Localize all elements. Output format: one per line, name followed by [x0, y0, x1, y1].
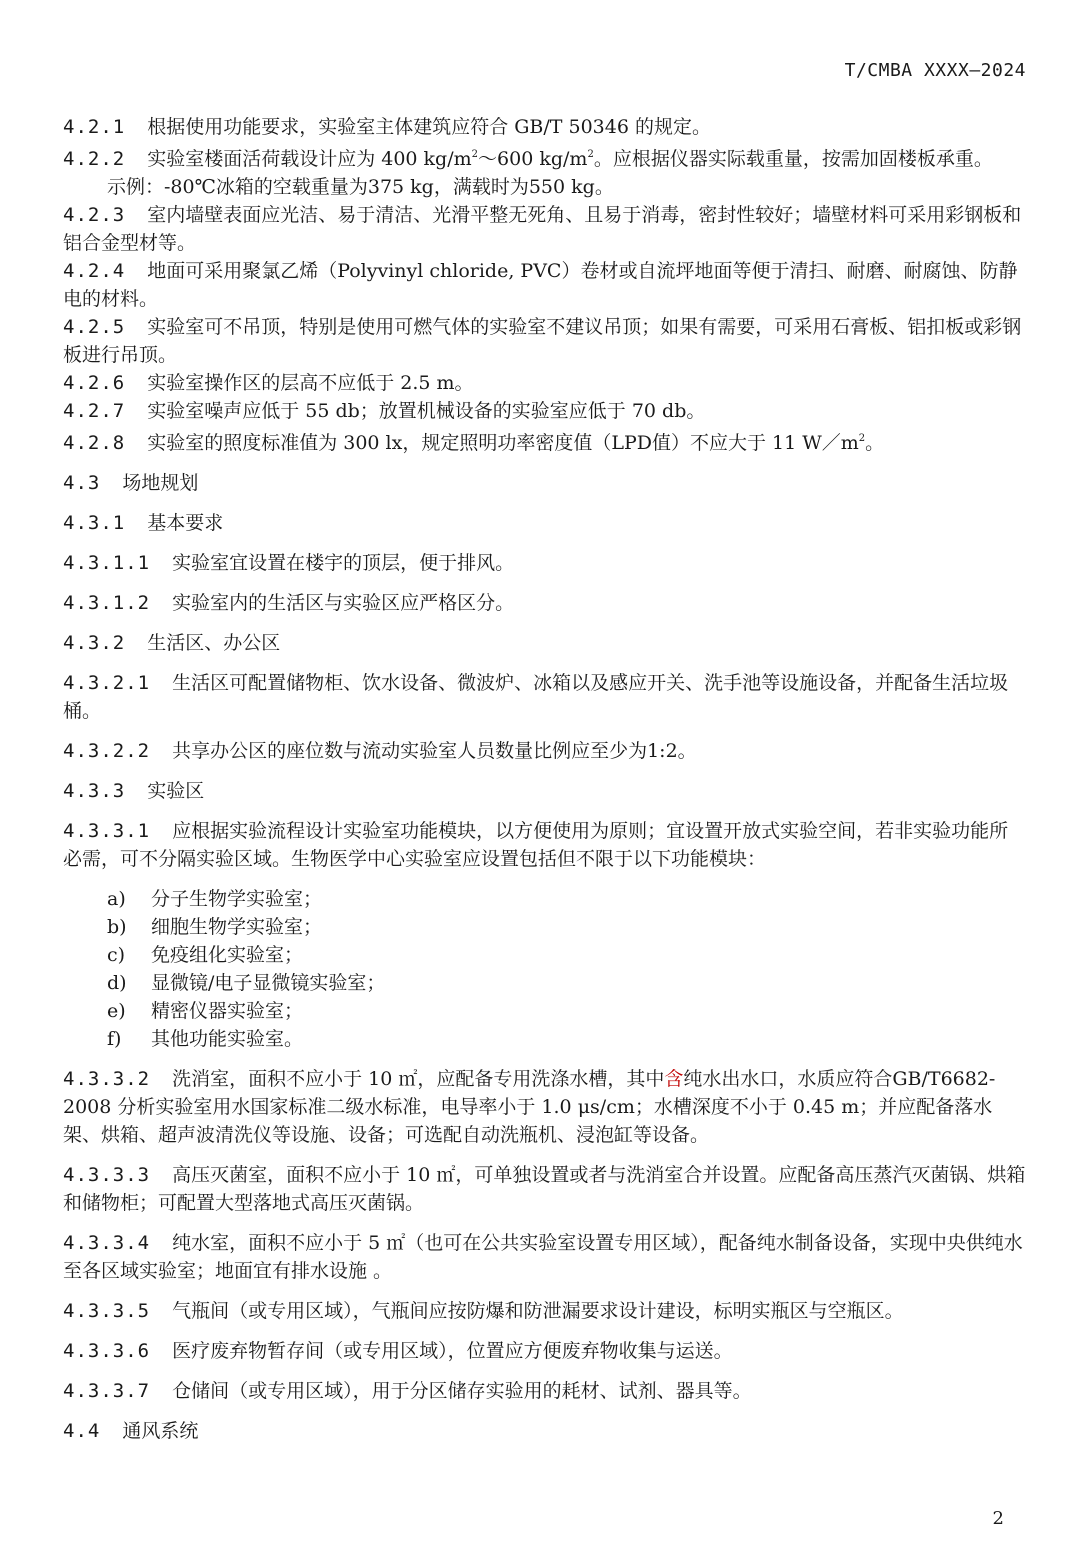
list-label: a) [107, 888, 126, 910]
clause-text: 地面可采用聚氯乙烯（Polyvinyl chloride, PVC）卷材或自流坪地面等便于清扫、耐磨、耐腐蚀、防静电的材料。 [63, 260, 1018, 310]
module-list [63, 885, 1026, 1053]
section-heading-4-4 [63, 1417, 1026, 1445]
heading-number: 4.4 [63, 1420, 101, 1442]
list-text: 细胞生物学实验室； [151, 916, 323, 938]
clause-4-3-3-2 [63, 1065, 1026, 1149]
superscript: 2 [858, 433, 866, 444]
clause-text: 医疗废弃物暂存间（或专用区域），位置应方便废弃物收集与运送。 [172, 1340, 733, 1362]
clause-text: 应根据实验流程设计实验室功能模块，以方便使用为原则；宜设置开放式实验空间，若非实验功能所必需，可不分隔实验区域。生物医学中心实验室应设置包括但不限于以下功能模块： [63, 820, 1009, 870]
clause-number: 4.2.8 [63, 432, 126, 454]
heading-text: 实验区 [147, 780, 205, 802]
clause-number: 4.2.1 [63, 116, 126, 138]
clause-text: 实验室噪声应低于 55 db；放置机械设备的实验室应低于 70 db。 [147, 400, 706, 422]
heading-number: 4.3.2 [63, 632, 126, 654]
list-text: 精密仪器实验室； [151, 1000, 304, 1022]
clause-4-3-1-2 [63, 589, 1026, 617]
clause-text: 实验室操作区的层高不应低于 2.5 m。 [147, 372, 474, 394]
clause-number: 4.2.7 [63, 400, 126, 422]
clause-text: 根据使用功能要求，实验室主体建筑应符合 GB/T 50346 的规定。 [147, 116, 711, 138]
clause-text: 实验室可不吊顶，特别是使用可燃气体的实验室不建议吊顶；如果有需要，可采用石膏板、铝扣板或彩钢板进行吊顶。 [63, 316, 1022, 366]
superscript: 2 [587, 149, 594, 160]
clause-text: 。 [865, 432, 885, 454]
clause-text: 共享办公区的座位数与流动实验室人员数量比例应至少为1:2。 [172, 740, 697, 762]
heading-text: 场地规划 [122, 472, 199, 494]
clause-number: 4.3.3.7 [63, 1380, 151, 1402]
list-text: 其他功能实验室。 [151, 1028, 304, 1050]
clause-number: 4.3.1.2 [63, 592, 151, 614]
clause-4-2-3 [63, 201, 1026, 257]
clause-text: 实验室内的生活区与实验区应严格区分。 [172, 592, 515, 614]
clause-text: 生活区可配置储物柜、饮水设备、微波炉、冰箱以及感应开关、洗手池等设施设备，并配备生活垃圾桶。 [63, 672, 1009, 722]
clause-4-3-3-6 [63, 1337, 1026, 1365]
clause-4-2-8 [63, 425, 1026, 457]
clause-number: 4.3.3.6 [63, 1340, 151, 1362]
list-label: d) [107, 972, 127, 994]
clause-number: 4.3.3.4 [63, 1232, 151, 1254]
heading-number: 4.3 [63, 472, 101, 494]
heading-number: 4.3.3 [63, 780, 126, 802]
section-heading-4-3-3 [63, 777, 1026, 805]
heading-text: 基本要求 [147, 512, 224, 534]
clause-4-2-1 [63, 113, 1026, 141]
section-heading-4-3-2 [63, 629, 1026, 657]
heading-text: 通风系统 [122, 1420, 199, 1442]
clause-text: 仓储间（或专用区域），用于分区储存实验用的耗材、试剂、器具等。 [172, 1380, 752, 1402]
list-text: 显微镜/电子显微镜实验室； [151, 972, 386, 994]
clause-number: 4.3.1.1 [63, 552, 151, 574]
list-item [63, 969, 1026, 997]
clause-4-2-6 [63, 369, 1026, 397]
clause-number: 4.3.2.2 [63, 740, 151, 762]
clause-4-3-2-1 [63, 669, 1026, 725]
list-label: e) [107, 1000, 126, 1022]
clause-number: 4.3.3.2 [63, 1068, 151, 1090]
list-label: b) [107, 916, 127, 938]
section-heading-4-3-1 [63, 509, 1026, 537]
clause-number: 4.3.3.5 [63, 1300, 151, 1322]
list-text: 免疫组化实验室； [151, 944, 304, 966]
clause-text: 实验室宜设置在楼宇的顶层，便于排风。 [172, 552, 515, 574]
clause-4-2-7 [63, 397, 1026, 425]
clause-text: 室内墙壁表面应光洁、易于清洁、光滑平整无死角、且易于消毒，密封性较好；墙壁材料可采用彩钢板和铝合金型材等。 [63, 204, 1022, 254]
clause-4-3-3-3 [63, 1161, 1026, 1217]
clause-text: 实验室楼面活荷载设计应为 400 kg/m [147, 148, 472, 170]
clause-number: 4.2.6 [63, 372, 126, 394]
list-item [63, 997, 1026, 1025]
clause-number: 4.2.2 [63, 148, 126, 170]
section-heading-4-3 [63, 469, 1026, 497]
document-body [63, 113, 1026, 1457]
clause-text: 实验室的照度标准值为 300 lx，规定照明功率密度值（LPD值）不应大于 11 W／m [147, 432, 859, 454]
clause-4-2-4 [63, 257, 1026, 313]
clause-text: 纯水室，面积不应小于 5 ㎡（也可在公共实验室设置专用区域），配备纯水制备设备，实现中央供纯水至各区域实验室；地面宜有排水设施 。 [63, 1232, 1023, 1282]
page-number: 2 [992, 1508, 1004, 1529]
example-note: 示例：-80℃冰箱的空载重量为375 kg，满载时为550 kg。 [107, 176, 614, 198]
clause-4-3-1-1 [63, 549, 1026, 577]
list-label: f) [107, 1028, 122, 1050]
clause-text: 气瓶间（或专用区域），气瓶间应按防爆和防泄漏要求设计建设，标明实瓶区与空瓶区。 [172, 1300, 904, 1322]
clause-text: ～600 kg/m [478, 148, 588, 170]
clause-number: 4.3.3.3 [63, 1164, 151, 1186]
clause-4-3-3-7 [63, 1377, 1026, 1405]
clause-4-2-5 [63, 313, 1026, 369]
superscript: 2 [471, 149, 479, 160]
clause-4-3-3-1 [63, 817, 1026, 873]
clause-text: 高压灭菌室，面积不应小于 10 ㎡，可单独设置或者与洗消室合并设置。应配备高压蒸汽灭菌锅、烘箱和储物柜；可配置大型落地式高压灭菌锅。 [63, 1164, 1026, 1214]
list-item [63, 1025, 1026, 1053]
clause-text: 纯水出水口，水质应符合GB/T6682-2008 分析实验室用水国家标准二级水标准，电导率小于 1.0 μs/cm；水槽深度不小于 0.45 m；并应配备落水架、烘箱、超声波清洗仪等设施、设备；可选配自动洗瓶机、浸泡缸等设备。 [63, 1068, 996, 1146]
clause-text: 。应根据仪器实际载重量，按需加固楼板承重。 [593, 148, 993, 170]
clause-4-3-3-5 [63, 1297, 1026, 1325]
clause-number: 4.3.2.1 [63, 672, 151, 694]
list-text: 分子生物学实验室； [151, 888, 323, 910]
clause-4-3-3-4 [63, 1229, 1026, 1285]
list-item [63, 941, 1026, 969]
clause-number: 4.2.5 [63, 316, 126, 338]
clause-4-2-2 [63, 141, 1026, 173]
list-item [63, 885, 1026, 913]
clause-4-3-2-2 [63, 737, 1026, 765]
heading-text: 生活区、办公区 [147, 632, 281, 654]
document-header: T/CMBA XXXX—2024 [844, 60, 1026, 81]
list-label: c) [107, 944, 126, 966]
heading-number: 4.3.1 [63, 512, 126, 534]
clause-text: 洗消室，面积不应小于 10 ㎡，应配备专用洗涤水槽，其中 [172, 1068, 665, 1090]
highlighted-character: 含 [664, 1068, 684, 1090]
list-item [63, 913, 1026, 941]
clause-number: 4.2.3 [63, 204, 126, 226]
clause-number: 4.2.4 [63, 260, 126, 282]
clause-number: 4.3.3.1 [63, 820, 151, 842]
